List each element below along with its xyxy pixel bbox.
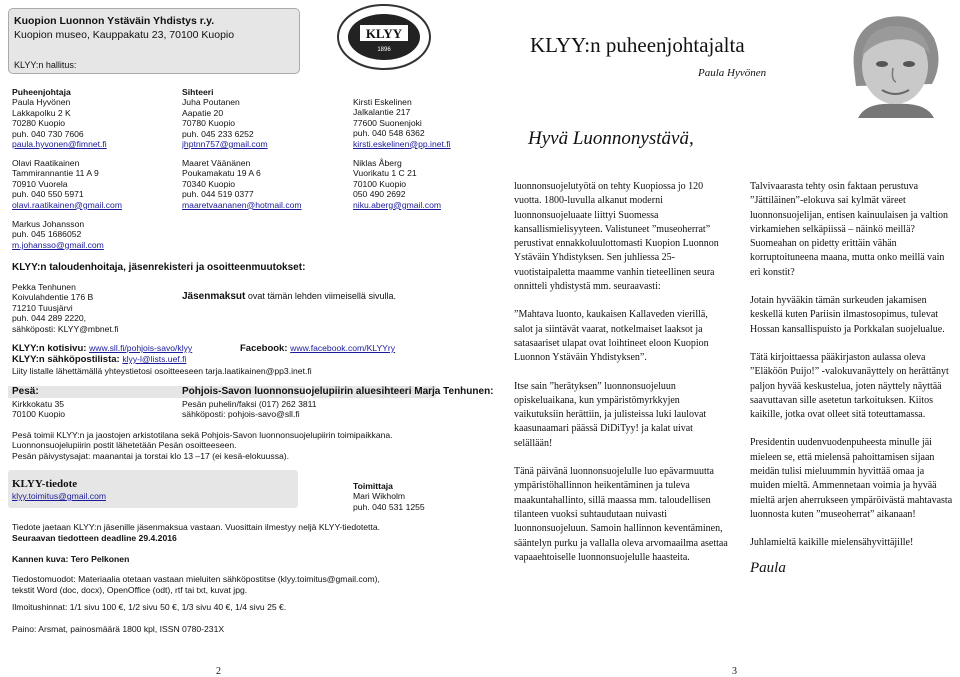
member-phone: puh. 045 1686052 [12, 229, 82, 240]
pesa-info-line: Luonnonsuojelupiirin postit lähetetään Pesän osoitteeseen. [12, 440, 237, 451]
signature: Paula [750, 560, 786, 576]
tiedote-label: KLYY-tiedote [12, 478, 78, 490]
pesa-label: Pesä: [12, 386, 39, 397]
treasurer-heading: KLYY:n taloudenhoitaja, jäsenrekisteri ja osoitteenmuutokset: [12, 262, 306, 273]
secretary-city: 70780 Kuopio [182, 118, 236, 129]
pesa-address [12, 399, 65, 420]
chair-name: Paula Hyvönen [12, 97, 71, 108]
facebook-link[interactable]: www.facebook.com/KLYYry [290, 343, 396, 353]
editor-phone: puh. 040 531 1255 [353, 501, 425, 512]
paragraph: Jotain hyvääkin tämän surkeuden jakamisen keskellä kuten Pariisin ilmastosopimus, tulevat Hossan kansallispuisto ja Porkkalan suojelualue. [750, 295, 945, 335]
treasurer-street: Koivulahdentie 176 B [12, 292, 94, 303]
svg-text:1896: 1896 [377, 47, 391, 53]
header-box [8, 8, 300, 74]
member-contact [353, 97, 493, 149]
klyy-logo [335, 3, 433, 71]
member-street: Tammirannantie 11 A 9 [12, 168, 99, 179]
member-phone: puh. 044 519 0377 [182, 189, 254, 200]
member-city: 70340 Kuopio [182, 178, 236, 189]
chair-contact [12, 87, 172, 149]
pesa-info-line: Pesä toimii KLYY:n ja jaostojen arkistotilana sekä Pohjois-Savon luonnonsuojelupiirin toimipaikkana. [12, 430, 393, 440]
footer-line: Tiedote jaetaan KLYY:n jäsenille jäsenmaksua vastaan. Vuosittain ilmestyy neljä KLYY-tiedotetta. [12, 522, 380, 532]
paragraph: Tänä päivänä luonnonsuojelulle luo epävarmuutta ympäristöhallinnon heikentäminen ja tuleva maakuntahallinto, sillä maassa mm. taloudellisen tilanteen vuoksi suhtaudutaan nuivasti luonnonsuojeluun. Samoin hallinnon keventäminen, sääntelyn purku ja vallalla oleva arvomaailma asettaa vapaaehtoiselle luonnonsuojelulle haasteita. [514, 466, 728, 563]
board-label: KLYY:n hallitus: [14, 60, 77, 70]
pesa-heading: Pohjois-Savon luonnonsuojelupiirin aluesihteeri Marja Tenhunen: [182, 386, 494, 397]
treasurer-phone: puh. 044 289 2220, [12, 313, 87, 324]
website-row [12, 343, 192, 354]
member-email-link[interactable]: niku.aberg@gmail.com [353, 199, 442, 210]
secretary-contact [182, 87, 342, 149]
paragraph: Tätä kirjoittaessa pääkirjaston aulassa oleva ”Eläköön Puijo!” -valokuvanäyttely on herättänyt paljon hyvää keskustelua, joten näyttely näyttää saavuttavan sille asetetun tarkoituksen. Kiitos kaikille, jotka ovat olleet sitä toteuttamassa. [750, 351, 949, 421]
treasurer-name: Pekka Tenhunen [12, 282, 76, 292]
treasurer-email: sähköposti: KLYY@mbnet.fi [12, 323, 119, 334]
mailinglist-note: Liity listalle lähettämällä yhteystietosi osoitteeseen tarja.laatikainen@pp3.inet.fi [12, 366, 312, 376]
member-name: Kirsti Eskelinen [353, 97, 412, 107]
author-name: Paula Hyvönen [698, 67, 767, 79]
member-contact [12, 219, 172, 250]
member-street: Poukamakatu 19 A 6 [182, 168, 261, 179]
role-label: Puheenjohtaja [12, 87, 71, 97]
member-name: Markus Johansson [12, 219, 85, 229]
member-street: Vuorikatu 1 C 21 [353, 168, 417, 179]
chair-email-link[interactable]: paula.hyvonen@fimnet.fi [12, 139, 107, 150]
member-email-link[interactable]: olavi.raatikainen@gmail.com [12, 199, 122, 210]
chair-city: 70280 Kuopio [12, 118, 66, 129]
pesa-email: sähköposti: pohjois-savo@sll.fi [182, 409, 300, 420]
chair-street: Lakkapolku 2 K [12, 107, 71, 118]
article-column-1 [514, 170, 728, 575]
treasurer-city: 71210 Tuusjärvi [12, 302, 73, 313]
mailinglist-link[interactable]: klyy-l@lists.uef.fi [122, 354, 187, 364]
pesa-info [12, 430, 432, 461]
member-street: Jalkalantie 217 [353, 107, 411, 118]
paragraph: ”Mahtava luonto, kaukaisen Kallaveden vierillä, salot ja siintävät vaarat, notkelmaiset laaksot ja satasaariset ulapat ovat loihtineet eloon Kuopion Luonnon Ystäväin Yhdistyksen”. [514, 309, 709, 364]
greeting: Hyvä Luonnonystävä, [528, 128, 694, 149]
member-contact [12, 158, 172, 210]
website-label: KLYY:n kotisivu: [12, 343, 90, 354]
article-column-2 [750, 170, 956, 561]
society-address: Kuopion museo, Kauppakatu 23, 70100 Kuopio [14, 29, 235, 41]
secretary-street: Aapatie 20 [182, 107, 224, 118]
paragraph: Talvivaarasta tehty osin faktaan perustuva ”Jättiläinen”-elokuva sai kylmät väreet luonnonsuojelijan, entisen kainuulaisen ja valtion virkamiehen selkäpiissä – näinkö meillä? Suomeahan on pidetty erittäin vähän korruptoituneena maana, mutta onko meillä vain eri konstit? [750, 181, 949, 278]
member-city: 70910 Vuorela [12, 178, 68, 189]
paragraph: Presidentin uudenvuodenpuheesta minulle jäi mieleen se, että mielensä pahoittamisen sijaan meidän tulisi mieluummin hyvittää omaa ja muiden mieltä. Ammennetaan voimia ja hyvää mieltä arjen aherrukseen ympäröivästä mahtavasta luonnosta kuten ”museoherrat” aikanaan! [750, 437, 953, 520]
member-email-link[interactable]: m.johansso@gmail.com [12, 239, 104, 250]
secretary-name: Juha Poutanen [182, 97, 240, 108]
editor-label: Toimittaja [353, 481, 393, 491]
role-label: Sihteeri [182, 87, 214, 97]
page-number-right: 3 [732, 666, 737, 677]
member-phone: puh. 040 548 6362 [353, 128, 425, 139]
paragraph: Itse sain ”herätyksen” luonnonsuojeluun opiskeluaikana, kun ympäristömyrkkyjen vaikutuksiin herättiin, ja julisteissa luki laulovat kaasunaamari päässä DiDiTyy! ja kalat uivat selällään! [514, 380, 707, 449]
mailinglist-label: KLYY:n sähköpostilista: [12, 354, 123, 365]
pesa-city: 70100 Kuopio [12, 409, 66, 420]
chair-phone: puh. 040 730 7606 [12, 128, 84, 139]
footer-cover [12, 554, 129, 564]
paragraph: luonnonsuojelutyötä on tehty Kuopiossa jo 120 vuotta. 1800-luvulla alkanut moderni luonnonsuojeluaate liittyi Suomessa kansallismielisyyteen. Valistuneet ”museoherrat” perustivat ennakkoluulottomasti Kuopion Luonnon Ystäväin Yhdistyksen. Sen juhliessa 25-vuotistaipaletta maamme vanhin tieteellinen seura onnitteli yhdistystä mm. seuraavasti: [514, 181, 719, 293]
pesa-street: Kirkkokatu 35 [12, 399, 65, 409]
mailinglist-row [12, 354, 186, 365]
author-photo [836, 6, 952, 118]
treasurer-contact [12, 282, 182, 334]
member-contact [182, 158, 342, 210]
member-contact [353, 158, 493, 210]
pesa-info-line: Pesän päivystysajat: maanantai ja torstai klo 13 –17 (ei kesä-elokuussa). [12, 450, 290, 461]
footer-cover-text: Kannen kuva: Tero Pelkonen [12, 554, 130, 564]
editor-name: Mari Wikholm [353, 491, 406, 502]
pesa-phone: Pesän puhelin/faksi (017) 262 3811 [182, 399, 317, 409]
member-email-link[interactable]: kirsti.eskelinen@pp.inet.fi [353, 138, 451, 149]
footer-deadline: Seuraavan tiedotteen deadline 29.4.2016 [12, 533, 177, 543]
member-phone: puh. 040 550 5971 [12, 189, 84, 200]
member-name: Niklas Åberg [353, 158, 402, 168]
svg-text:KLYY: KLYY [365, 26, 403, 41]
membership-rest: ovat tämän lehden viimeisellä sivulla. [245, 291, 396, 301]
facebook-row [240, 343, 395, 354]
page-number-left: 2 [216, 666, 221, 677]
member-name: Maaret Väänänen [182, 158, 251, 168]
footer-prices: Ilmoitushinnat: 1/1 sivu 100 €, 1/2 sivu 50 €, 1/3 sivu 40 €, 1/4 sivu 25 €. [12, 602, 287, 612]
member-name: Olavi Raatikainen [12, 158, 80, 168]
membership-bold: Jäsenmaksut [182, 291, 246, 302]
footer-print: Paino: Arsmat, painosmäärä 1800 kpl, ISSN 0780-231X [12, 624, 225, 634]
member-city: 77600 Suonenjoki [353, 117, 422, 128]
paragraph: Juhlamieltä kaikille mielensähyvittäjille! [750, 537, 914, 549]
pesa-contact [182, 399, 317, 420]
member-phone: 050 490 2692 [353, 189, 406, 200]
footer-formats: Tiedostomuodot: Materiaalia otetaan vastaan mieluiten sähköpostitse (klyy.toimitus@gmail.com), [12, 574, 380, 584]
page-title: KLYY:n puheenjohtajalta [530, 33, 745, 57]
editor-contact [353, 481, 425, 512]
facebook-label: Facebook: [240, 343, 291, 354]
secretary-email-link[interactable]: jhptnn757@gmail.com [182, 139, 268, 150]
membership-note [182, 291, 396, 302]
member-city: 70100 Kuopio [353, 178, 407, 189]
member-email-link[interactable]: maaretvaananen@hotmail.com [182, 199, 302, 210]
website-link[interactable]: www.sll.fi/pohjois-savo/klyy [89, 343, 193, 353]
secretary-phone: puh. 045 233 6252 [182, 128, 254, 139]
society-title: Kuopion Luonnon Ystäväin Yhdistys r.y. [14, 15, 215, 27]
footer-formats2: tekstit Word (doc, docx), OpenOffice (odt), rtf tai txt, kuvat jpg. [12, 585, 248, 595]
tiedote-email-link[interactable]: klyy.toimitus@gmail.com [12, 491, 107, 501]
